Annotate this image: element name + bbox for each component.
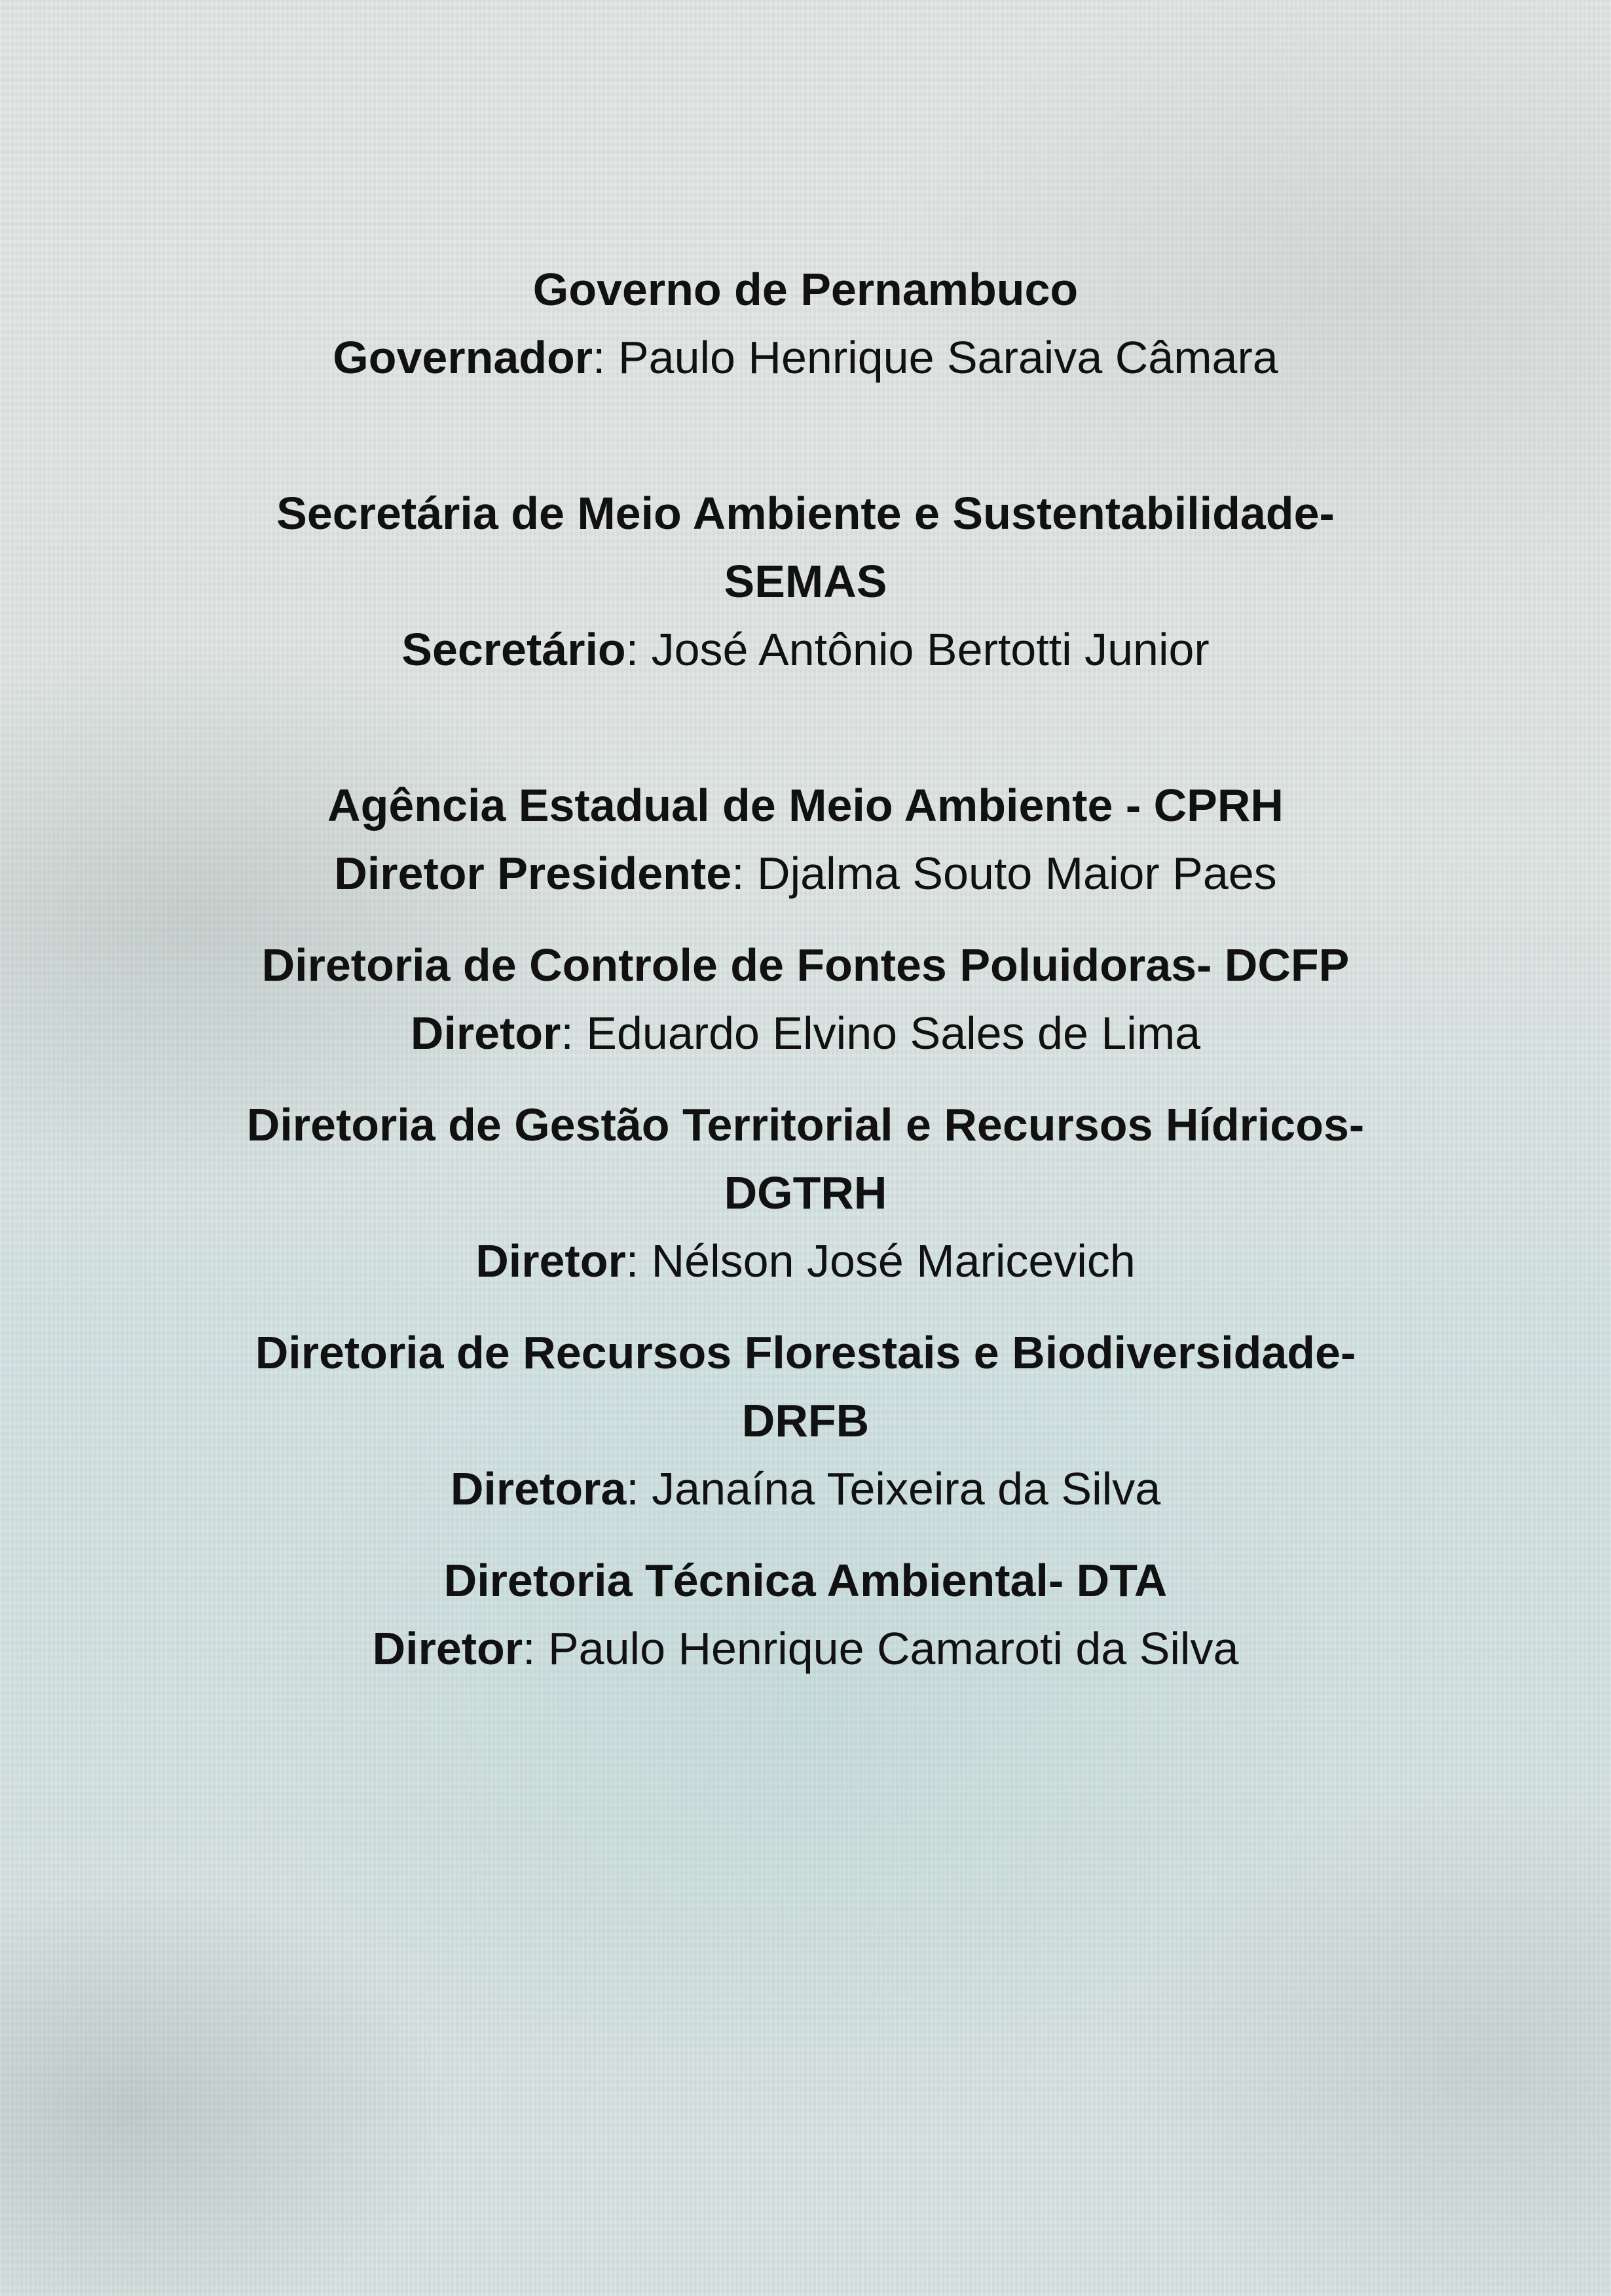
separator: :	[523, 1623, 548, 1674]
section-heading: Governo de Pernambuco	[532, 264, 1079, 315]
person-name: Paulo Henrique Camaroti da Silva	[547, 1623, 1239, 1674]
role-label: Diretor Presidente	[334, 848, 732, 899]
role-label: Diretora	[450, 1463, 627, 1514]
section-heading	[157, 479, 1454, 615]
separator: :	[625, 624, 652, 675]
separator: :	[561, 1008, 587, 1059]
role-label: Diretor	[372, 1623, 523, 1674]
role-label: Diretor	[410, 1008, 561, 1059]
section-heading: Agência Estadual de Meio Ambiente - CPRH	[327, 780, 1284, 831]
section-heading-text: Diretoria de Recursos Florestais e Biodiversidade- DRFB	[255, 1327, 1356, 1446]
separator: :	[731, 848, 758, 899]
role-line	[157, 323, 1454, 392]
person-name: José Antônio Bertotti Junior	[651, 624, 1210, 675]
role-line	[157, 615, 1454, 683]
section-heading: Diretoria de Controle de Fontes Poluidoras- DCFP	[261, 939, 1350, 991]
role-label: Diretor	[475, 1235, 626, 1286]
role-line	[157, 1614, 1454, 1683]
role-line	[157, 1227, 1454, 1295]
person-name: Djalma Souto Maior Paes	[757, 848, 1277, 899]
person-name: Nélson José Maricevich	[651, 1235, 1136, 1286]
separator: :	[625, 1235, 652, 1286]
section-heading-text: Diretoria de Gestão Territorial e Recursos Hídricos- DGTRH	[246, 1099, 1365, 1218]
person-name: Eduardo Elvino Sales de Lima	[586, 1008, 1201, 1059]
section-heading: Diretoria Técnica Ambiental- DTA	[443, 1555, 1168, 1606]
person-name: Janaína Teixeira da Silva	[652, 1463, 1161, 1514]
person-name: Paulo Henrique Saraiva Câmara	[618, 332, 1278, 383]
credits-block	[157, 255, 1454, 1706]
role-line	[157, 1455, 1454, 1523]
separator: :	[626, 1463, 652, 1514]
role-line	[157, 839, 1454, 907]
section-heading	[157, 1091, 1454, 1227]
role-label: Secretário	[401, 624, 626, 675]
role-line	[157, 999, 1454, 1067]
section-heading	[157, 1319, 1454, 1455]
section-heading-text: Secretária de Meio Ambiente e Sustentabilidade- SEMAS	[276, 488, 1335, 607]
role-label: Governador	[333, 332, 593, 383]
separator: :	[593, 332, 618, 383]
